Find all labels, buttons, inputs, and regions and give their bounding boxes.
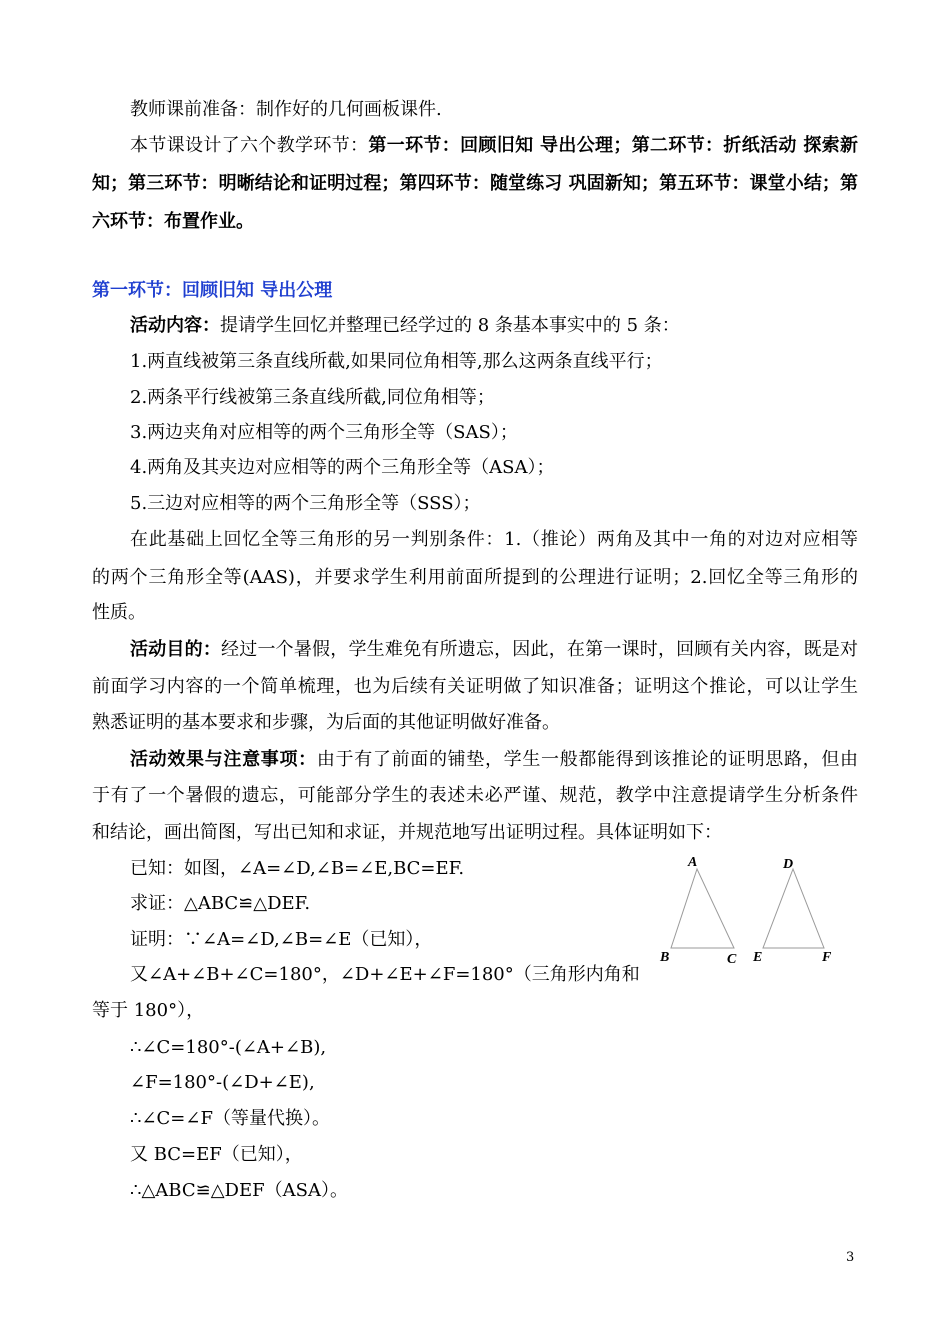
purpose-line-3: 熟悉证明的基本要求和步骤，为后面的其他证明做好准备。	[92, 712, 560, 733]
section-heading: 第一环节：回顾旧知 导出公理	[92, 280, 333, 301]
purpose-label: 活动目的：	[130, 639, 222, 660]
triangles-figure	[650, 850, 850, 970]
fact-2: 2.两条平行线被第三条直线所截,同位角相等；	[130, 387, 495, 408]
fact-1: 1.两直线被第三条直线所截,如果同位角相等,那么这两条直线平行；	[130, 351, 663, 372]
proof-step-2: 又∠A+∠B+∠C=180°，∠D+∠E+∠F=180°（三角形内角和	[130, 964, 640, 985]
fact-5: 5.三边对应相等的两个三角形全等（SSS）；	[130, 493, 481, 514]
design-lead: 本节课设计了六个教学环节：	[130, 135, 369, 156]
effect-label: 活动效果与注意事项：	[130, 749, 317, 770]
effect-line-3: 和结论，画出简图，写出已知和求证，并规范地写出证明过程。具体证明如下：	[92, 822, 722, 843]
purpose-text: 经过一个暑假，学生难免有所遗忘，因此，在第一课时，回顾有关内容，既是对	[221, 639, 859, 660]
content-text: 提请学生回忆并整理已经学过的 8 条基本事实中的 5 条：	[220, 315, 680, 336]
label-a: A	[688, 855, 698, 870]
triangle-def	[763, 869, 824, 948]
proof-prove: 求证：△ABC≌△DEF.	[130, 893, 311, 914]
proof-step-1: 证明：∵∠A=∠D,∠B=∠E（已知），	[130, 929, 433, 950]
triangle-abc	[671, 869, 734, 948]
design-bold-1: 第一环节：回顾旧知 导出公理；第二环节：折纸活动 探索新	[368, 135, 859, 156]
design-line-2: 知；第三环节：明晰结论和证明过程；第四环节：随堂练习 巩固新知；第五环节：课堂小结；第	[92, 173, 858, 194]
fact-3: 3.两边夹角对应相等的两个三角形全等（SAS）；	[130, 422, 518, 443]
proof-step-5: ∴∠C=∠F（等量代换）。	[130, 1108, 330, 1129]
content-label: 活动内容：	[130, 315, 220, 336]
label-f: F	[822, 950, 832, 965]
proof-step-6: 又 BC=EF（已知），	[130, 1144, 303, 1165]
label-b: B	[660, 950, 670, 965]
label-d: D	[783, 857, 794, 872]
fact-4: 4.两角及其夹边对应相等的两个三角形全等（ASA）；	[130, 457, 555, 478]
recall-line-1: 在此基础上回忆全等三角形的另一判别条件：1.（推论）两角及其中一角的对边对应相等	[130, 529, 858, 550]
label-c: C	[727, 952, 737, 967]
proof-conclusion: ∴△ABC≌△DEF（ASA）。	[130, 1180, 348, 1201]
recall-line-2: 的两个三角形全等(AAS)，并要求学生利用前面所提到的公理进行证明；2.回忆全等三角形的	[92, 567, 858, 588]
recall-line-3: 性质。	[92, 602, 146, 623]
prep-line: 教师课前准备：制作好的几何画板课件.	[130, 99, 442, 120]
effect-text: 由于有了前面的铺垫，学生一般都能得到该推论的证明思路，但由	[316, 749, 858, 770]
activity-content	[130, 314, 680, 338]
design-line-3: 六环节：布置作业。	[92, 211, 254, 232]
design-line-1	[130, 134, 858, 158]
proof-given: 已知：如图，∠A=∠D,∠B=∠E,BC=EF.	[130, 858, 465, 879]
effect-line-1	[130, 748, 858, 772]
proof-step-2-cont: 等于 180°），	[92, 1000, 205, 1021]
proof-step-3: ∴∠C=180°-(∠A+∠B),	[130, 1037, 327, 1058]
proof-step-4: ∠F=180°-(∠D+∠E),	[130, 1072, 315, 1093]
label-e: E	[753, 950, 763, 965]
effect-line-2: 于有了一个暑假的遗忘，可能部分学生的表述未必严谨、规范，教学中注意提请学生分析条件	[92, 785, 858, 806]
purpose-line-1	[130, 638, 858, 662]
purpose-line-2: 前面学习内容的一个简单梳理，也为后续有关证明做了知识准备；证明这个推论，可以让学生	[92, 676, 858, 697]
page-number: 3	[846, 1250, 855, 1265]
